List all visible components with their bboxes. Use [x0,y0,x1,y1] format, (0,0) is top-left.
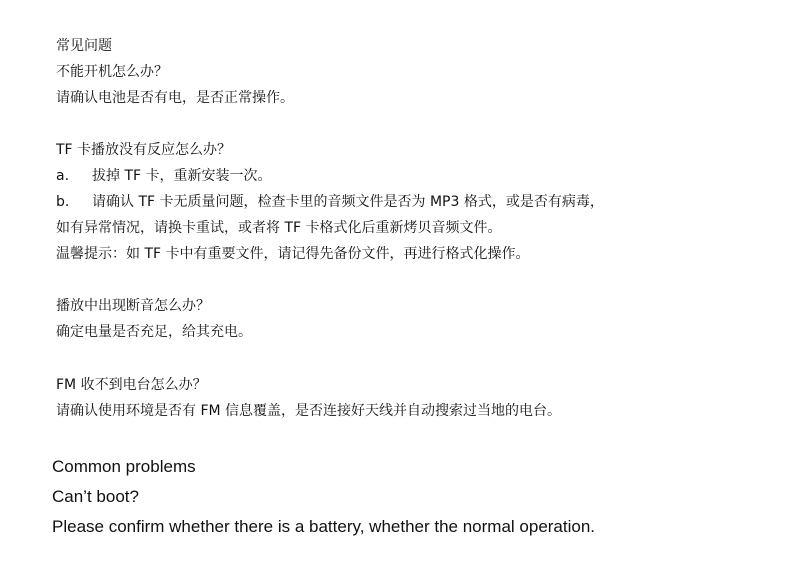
answer-cannot-boot: 请确认电池是否有电，是否正常操作。 [56,90,294,106]
question-cannot-boot: 不能开机怎么办？ [56,64,168,80]
question-cannot-boot-en: Can’t boot? [52,487,139,506]
question-tf-card: TF 卡播放没有反应怎么办？ [56,142,232,158]
answer-audio-drop: 确定电量是否充足，给其充电。 [56,324,252,340]
question-fm-radio: FM 收不到电台怎么办？ [56,377,207,393]
answer-fm-radio: 请确认使用环境是否有 FM 信息覆盖，是否连接好天线并自动搜索过当地的电台。 [56,403,562,419]
list-marker: b. [56,194,70,210]
answer-tf-card-continued: 如有异常情况，请换卡重试，或者将 TF 卡格式化后重新烤贝音频文件。 [56,220,502,236]
list-item-text: 请确认 TF 卡无质量问题，检查卡里的音频文件是否为 MP3 格式，或是否有病毒， [92,194,604,210]
question-audio-drop: 播放中出现断音怎么办？ [56,298,210,314]
list-marker: a. [56,168,70,184]
list-item-text: 拔掉 TF 卡，重新安装一次。 [92,168,272,184]
list-item [56,193,604,211]
list-item [56,167,272,185]
answer-cannot-boot-en: Please confirm whether there is a battery, whether the normal operation. [52,517,596,536]
faq-title-en: Common problems [52,457,196,476]
tip-tf-card: 温馨提示：如 TF 卡中有重要文件，请记得先备份文件，再进行格式化操作。 [56,246,530,262]
faq-title-zh: 常见问题 [56,38,112,54]
